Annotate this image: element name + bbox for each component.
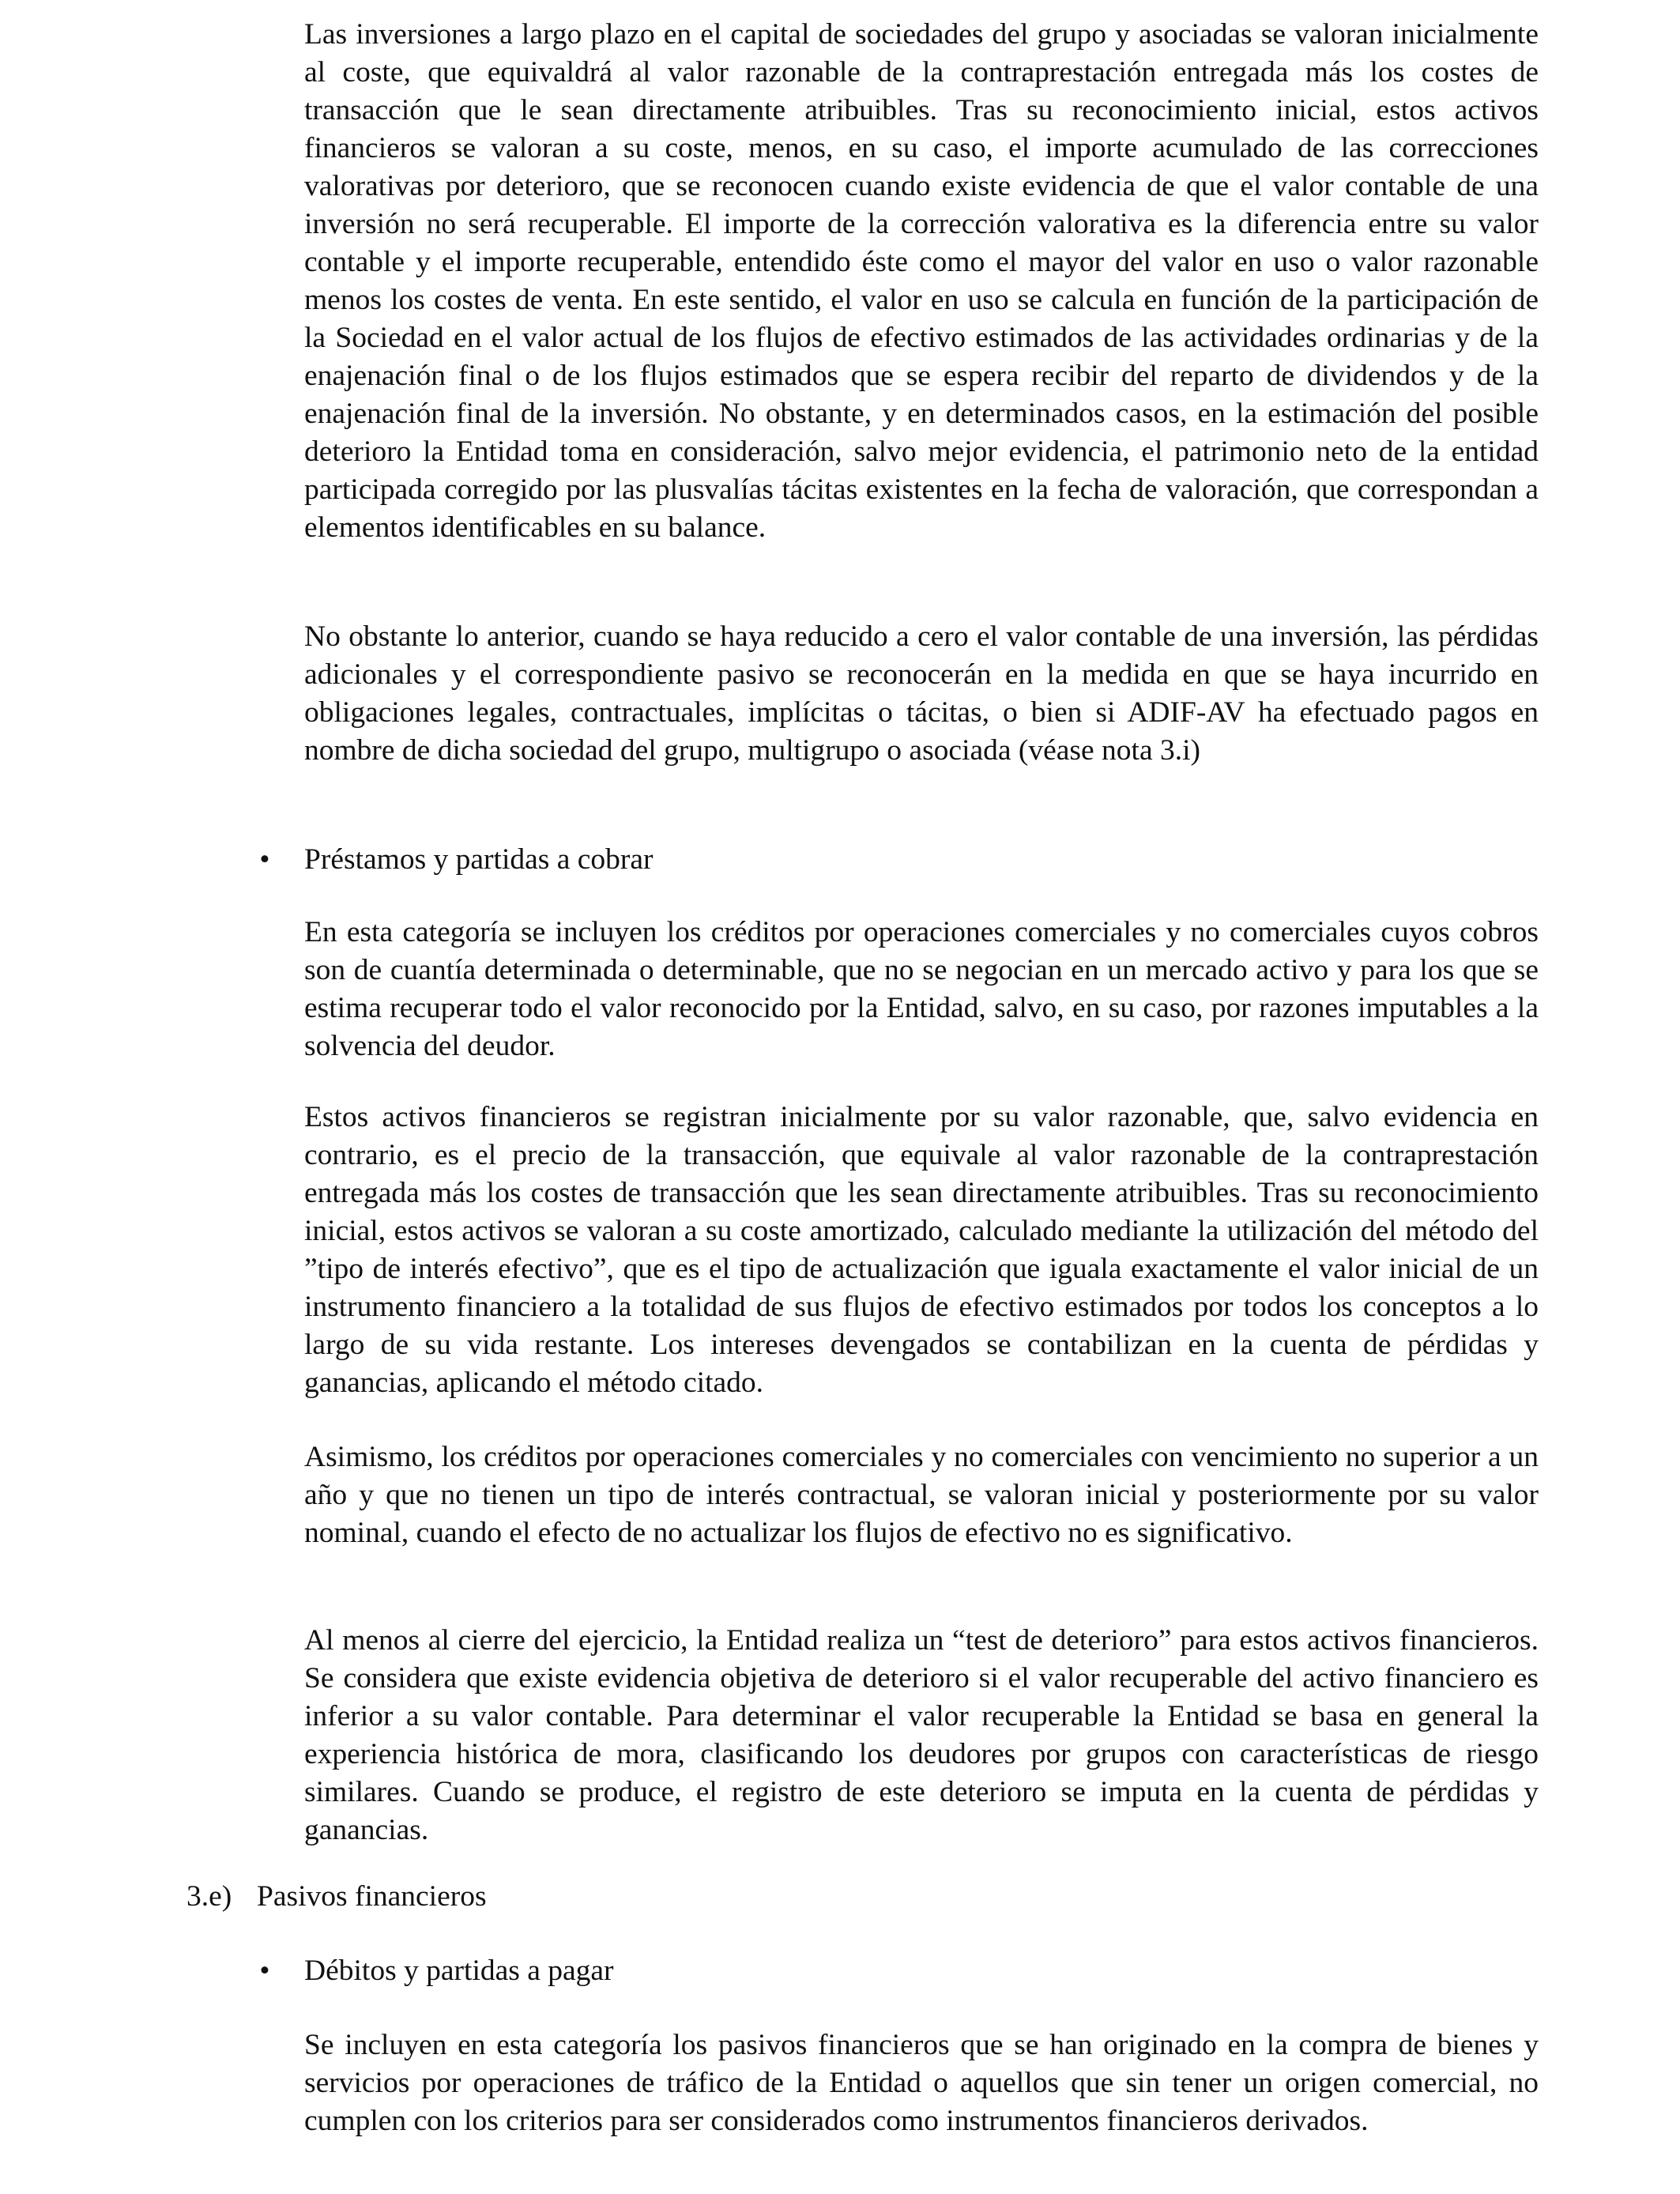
paragraph-registro-inicial: Estos activos financieros se registran inicialmente por su valor razonable, que, salvo evidencia en contrario, es el precio de la transacción, que equivale al valor razonable de la contraprestación entregada más los costes de transacción que les sean directamente atribuibles. Tras su reconocimiento inicial, estos activos se valoran a su coste amortizado, calculado mediante la utilización del método del ”tipo de interés efectivo”, que es el tipo de actualización que iguala exactamente el valor inicial de un instrumento financiero a la totalidad de sus flujos de efectivo estimados por todos los conceptos a lo largo de su vida restante. Los intereses devengados se contabilizan en la cuenta de pérdidas y ganancias, aplicando el método citado.	[304, 1101, 1539, 1399]
section-title: Pasivos financieros	[257, 1880, 487, 1913]
bullet-icon: •	[259, 843, 270, 876]
section-number: 3.e)	[186, 1880, 232, 1913]
bullet-debitos-label: Débitos y partidas a pagar	[304, 1955, 614, 1987]
bullet-prestamos-label: Préstamos y partidas a cobrar	[304, 843, 654, 876]
bullet-debitos	[253, 1952, 1539, 1990]
paragraph-categoria-creditos: En esta categoría se incluyen los créditos por operaciones comerciales y no comerciales cuyos cobros son de cuantía determinada o determinable, que no se negocian en un mercado activo y para los que se estima recuperar todo el valor reconocido por la Entidad, salvo, en su caso, por razones imputables a la solvencia del deudor.	[304, 916, 1539, 1062]
paragraph-pasivos-categoria: Se incluyen en esta categoría los pasivos financieros que se han originado en la compra de bienes y servicios por operaciones de tráfico de la Entidad o aquellos que sin tener un origen comercial, no cumplen con los criterios para ser considerados como instrumentos financieros derivados.	[304, 2029, 1539, 2137]
paragraph-inversiones-grupo: Las inversiones a largo plazo en el capital de sociedades del grupo y asociadas se valoran inicialmente al coste, que equivaldrá al valor razonable de la contraprestación entregada más los costes de transacción que le sean directamente atribuibles. Tras su reconocimiento inicial, estos activos financieros se valoran a su coste, menos, en su caso, el importe acumulado de las correcciones valorativas por deterioro, que se reconocen cuando existe evidencia de que el valor contable de una inversión no será recuperable. El importe de la corrección valorativa es la diferencia entre su valor contable y el importe recuperable, entendido éste como el mayor del valor en uso o valor razonable menos los costes de venta. En este sentido, el valor en uso se calcula en función de la participación de la Sociedad en el valor actual de los flujos de efectivo estimados de las actividades ordinarias y de la enajenación final o de los flujos estimados que se espera recibir del reparto de dividendos y de la enajenación final de la inversión. No obstante, y en determinados casos, en la estimación del posible deterioro la Entidad toma en consideración, salvo mejor evidencia, el patrimonio neto de la entidad participada corregido por las plusvalías tácitas existentes en la fecha de valoración, que correspondan a elementos identificables en su balance.	[304, 18, 1539, 544]
paragraph-creditos-corto-plazo: Asimismo, los créditos por operaciones comerciales y no comerciales con vencimiento no superior a un año y que no tienen un tipo de interés contractual, se valoran inicial y posteriormente por su valor nominal, cuando el efecto de no actualizar los flujos de efectivo no es significativo.	[304, 1441, 1539, 1549]
bullet-prestamos	[253, 841, 1539, 879]
section-heading-pasivos	[186, 1878, 1530, 1916]
paragraph-test-deterioro: Al menos al cierre del ejercicio, la Entidad realiza un “test de deterioro” para estos activos financieros. Se considera que existe evidencia objetiva de deterioro si el valor recuperable del activo financiero es inferior a su valor contable. Para determinar el valor recuperable la Entidad se basa en general la experiencia histórica de mora, clasificando los deudores por grupos con características de riesgo similares. Cuando se produce, el registro de este deterioro se imputa en la cuenta de pérdidas y ganancias.	[304, 1624, 1539, 1846]
paragraph-perdidas-adicionales: No obstante lo anterior, cuando se haya reducido a cero el valor contable de una inversión, las pérdidas adicionales y el correspondiente pasivo se reconocerán en la medida en que se haya incurrido en obligaciones legales, contractuales, implícitas o tácitas, o bien si ADIF-AV ha efectuado pagos en nombre de dicha sociedad del grupo, multigrupo o asociada (véase nota 3.i)	[304, 620, 1539, 767]
bullet-icon: •	[259, 1955, 270, 1987]
